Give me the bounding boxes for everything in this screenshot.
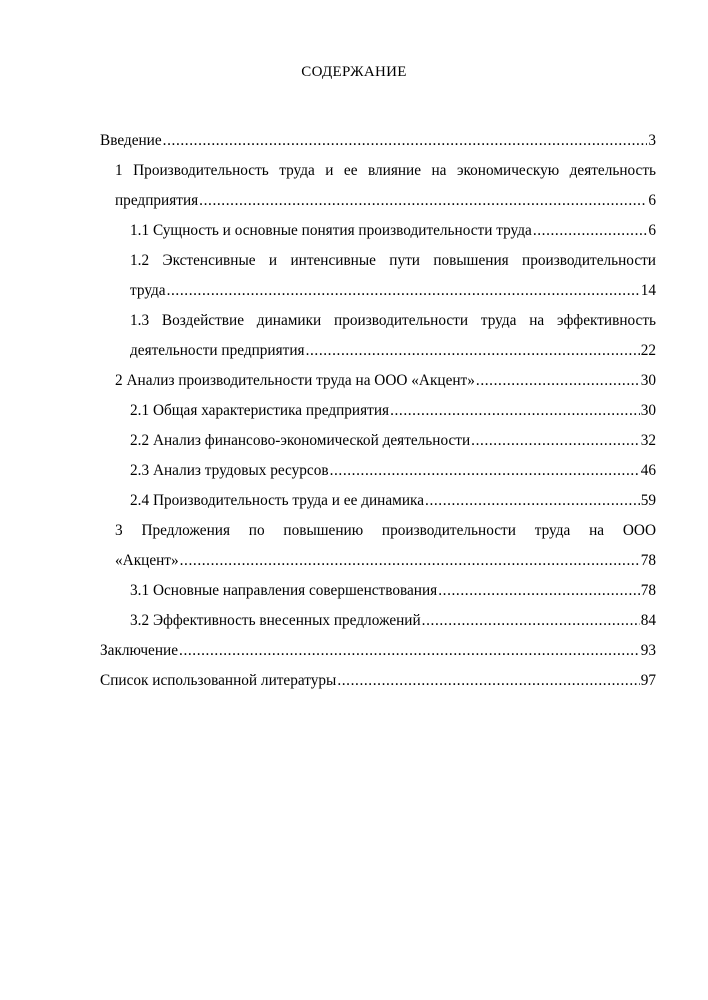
toc-entry-text: 2.1 Общая характеристика предприятия (130, 402, 390, 419)
toc-page-number: 78 (640, 582, 656, 599)
toc-page-number: 30 (640, 372, 656, 389)
toc-entry-section-1-3-cont[interactable] (100, 336, 656, 366)
toc-page-number: 3 (648, 132, 656, 149)
toc-entry-text: 3 Предложения по повышению производительности труда на ООО (115, 522, 656, 539)
toc-entry-references[interactable] (100, 666, 656, 696)
toc-page-number: 32 (640, 432, 656, 449)
toc-entry-chapter-3[interactable] (100, 516, 656, 546)
toc-page-number: 78 (640, 552, 656, 569)
toc-entry-text: 1.1 Сущность и основные понятия производительности труда (130, 222, 532, 239)
dot-leader (425, 486, 640, 516)
toc-entry-section-1-2[interactable] (100, 246, 656, 276)
dot-leader (179, 636, 640, 666)
toc-page-number: 84 (640, 612, 656, 629)
toc-entry-text: Список использованной литературы (100, 672, 337, 689)
toc-entry-introduction[interactable] (100, 126, 656, 156)
dot-leader (471, 426, 640, 456)
toc-entry-text: 3.2 Эффективность внесенных предложений (130, 612, 421, 629)
dot-leader (306, 336, 640, 366)
toc-page-number: 59 (640, 492, 656, 509)
toc-entry-text: 1 Производительность труда и ее влияние на экономическую деятельность (115, 162, 656, 179)
toc-entry-text: Заключение (100, 642, 179, 659)
dot-leader (476, 366, 640, 396)
toc-entry-chapter-2[interactable] (100, 366, 656, 396)
table-of-contents (100, 126, 656, 696)
dot-leader (438, 576, 639, 606)
toc-page-number: 97 (640, 672, 656, 689)
dot-leader (330, 456, 640, 486)
toc-entry-text: деятельности предприятия (130, 342, 305, 359)
toc-entry-text: 2.2 Анализ финансово-экономической деятельности (130, 432, 471, 449)
toc-entry-section-2-4[interactable] (100, 486, 656, 516)
dot-leader (199, 186, 647, 216)
toc-entry-text: труда (130, 282, 166, 299)
toc-entry-text: 2.4 Производительность труда и ее динамика (130, 492, 425, 509)
toc-entry-section-1-3[interactable] (100, 306, 656, 336)
toc-page-number: 46 (640, 462, 656, 479)
page-title: СОДЕРЖАНИЕ (301, 64, 407, 80)
toc-entry-section-2-3[interactable] (100, 456, 656, 486)
toc-entry-chapter-1[interactable] (100, 156, 656, 186)
toc-entry-section-1-2-cont[interactable] (100, 276, 656, 306)
toc-page-number: 93 (640, 642, 656, 659)
toc-page-number: 6 (648, 222, 656, 239)
dot-leader (180, 546, 640, 576)
toc-page-number: 6 (648, 192, 656, 209)
toc-entry-section-3-2[interactable] (100, 606, 656, 636)
toc-page-number: 14 (640, 282, 656, 299)
toc-entry-section-2-2[interactable] (100, 426, 656, 456)
toc-entry-chapter-3-cont[interactable] (100, 546, 656, 576)
dot-leader (163, 126, 648, 156)
toc-entry-chapter-1-cont[interactable] (100, 186, 656, 216)
toc-entry-text: предприятия (115, 192, 199, 209)
toc-entry-text: 2 Анализ производительности труда на ООО «Акцент» (115, 372, 475, 389)
toc-page-number: 22 (640, 342, 656, 359)
dot-leader (422, 606, 640, 636)
toc-entry-text: 1.3 Воздействие динамики производительности труда на эффективность (130, 312, 656, 329)
toc-entry-text: 2.3 Анализ трудовых ресурсов (130, 462, 329, 479)
toc-page-number: 30 (640, 402, 656, 419)
toc-entry-section-3-1[interactable] (100, 576, 656, 606)
dot-leader (533, 216, 648, 246)
dot-leader (337, 666, 639, 696)
toc-entry-text: Введение (100, 132, 162, 149)
toc-entry-text: «Акцент» (115, 552, 179, 569)
toc-entry-text: 1.2 Экстенсивные и интенсивные пути повышения производительности (130, 252, 656, 269)
toc-entry-section-1-1[interactable] (100, 216, 656, 246)
dot-leader (390, 396, 640, 426)
toc-entry-section-2-1[interactable] (100, 396, 656, 426)
toc-entry-conclusion[interactable] (100, 636, 656, 666)
toc-entry-text: 3.1 Основные направления совершенствования (130, 582, 438, 599)
dot-leader (167, 276, 640, 306)
